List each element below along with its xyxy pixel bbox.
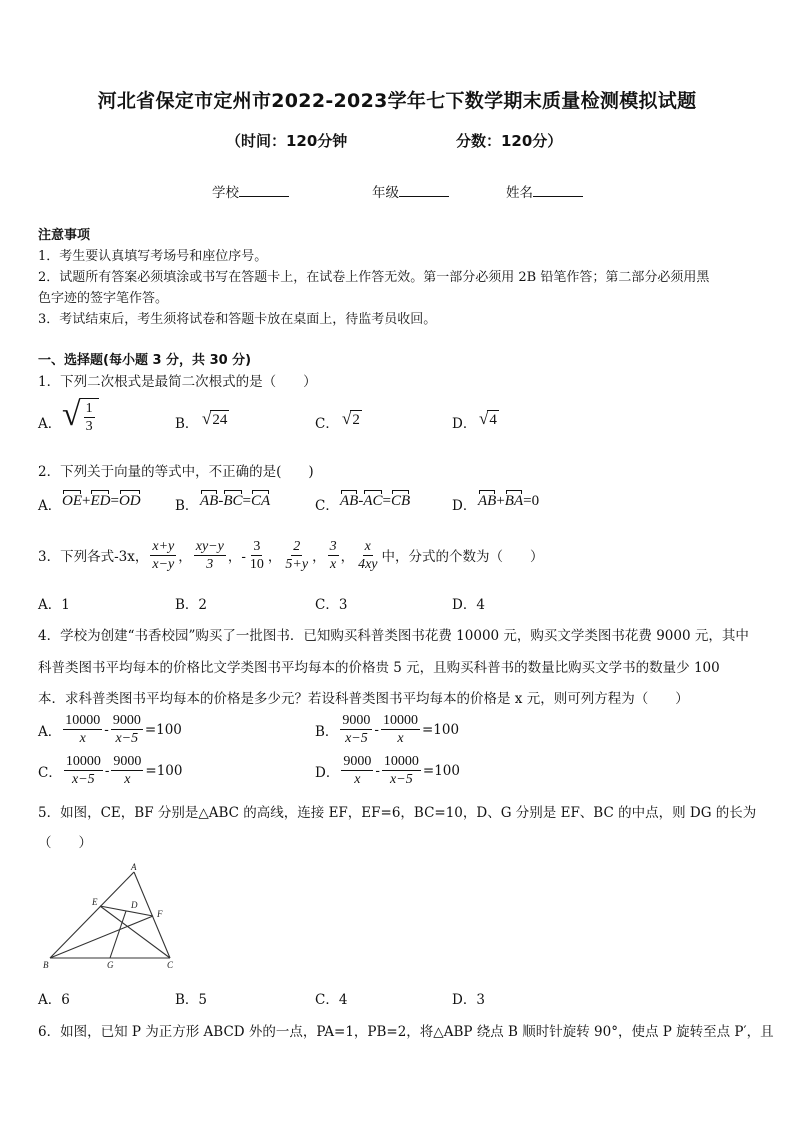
school-field[interactable] xyxy=(212,181,289,201)
point-label-g: G xyxy=(107,960,114,970)
option-label: B． xyxy=(175,416,199,432)
school-blank[interactable] xyxy=(239,184,289,197)
school-label: 学校 xyxy=(212,185,239,201)
grade-field[interactable] xyxy=(372,181,449,201)
question-2-options xyxy=(38,494,598,514)
option-label: C． xyxy=(315,498,339,514)
fraction: $\frac{10000}{x-5}$ xyxy=(65,754,101,787)
segment-ef xyxy=(100,906,153,916)
section-heading: 一、选择题(每小题 3 分，共 30 分) xyxy=(38,353,252,368)
q3-option-a[interactable]: A．1 xyxy=(38,597,70,613)
name-blank[interactable] xyxy=(533,184,583,197)
point-label-d: D xyxy=(131,900,138,910)
question-4-stem: 4．学校为创建“书香校园”购买了一批图书．已知购买科普类图书花费 10000 元，购买文学类图书花费 9000 元，其中 xyxy=(38,628,749,644)
q3-option-b[interactable]: B．2 xyxy=(175,597,208,613)
fraction: $\frac{10000}{x-5}$ xyxy=(383,754,419,787)
fraction: $\frac{x+y}{x-y}$ xyxy=(152,538,175,572)
page-title: 河北省保定市定州市2022-2023学年七下数学期末质量检测模拟试题 xyxy=(97,90,697,112)
score-label: 分数：120分） xyxy=(456,132,563,150)
grade-blank[interactable] xyxy=(399,184,449,197)
segment-bf xyxy=(50,916,153,958)
q1-option-b[interactable]: √ 24 xyxy=(202,409,228,428)
question-4-stem: 本．求科普类图书平均每本的价格是多少元？若设科普类图书平均每本的价格是 x 元，则可列方程为（ ） xyxy=(38,691,689,707)
q5-option-d[interactable]: D．3 xyxy=(452,992,485,1008)
notice-item: 2．试题所有答案必须填涂或书写在答题卡上，在试卷上作答无效。第一部分必须用 2B 铅笔作答；第二部分必须用黑 xyxy=(38,270,710,285)
fraction: $\frac{9000}{x}$ xyxy=(113,754,142,787)
fraction: $\frac{x}{4xy}$ xyxy=(358,538,378,572)
time-label: （时间：120分钟 xyxy=(226,132,348,150)
q2-option-d[interactable]: AB+BA=0 xyxy=(478,493,540,509)
option-label: D． xyxy=(452,416,477,432)
notice-item: 色字迹的签字笔作答。 xyxy=(38,291,169,306)
q5-option-a[interactable]: A．6 xyxy=(38,992,70,1008)
q2-option-c[interactable]: AB-AC=CB xyxy=(340,493,411,509)
option-label: A． xyxy=(38,498,62,514)
q4-option-c[interactable]: C． $\frac{10000}{x-5}$ - $\frac{9000}{x}$ =100 xyxy=(38,754,183,787)
fraction: $\frac{3}{x}$ xyxy=(329,538,337,572)
name-field[interactable] xyxy=(506,181,583,201)
point-label-f: F xyxy=(157,909,163,919)
point-label-e: E xyxy=(92,897,98,907)
radical-icon: √ xyxy=(479,409,489,428)
grade-label: 年级 xyxy=(372,185,399,201)
q1-option-d[interactable]: √ 4 xyxy=(479,409,497,428)
vertex-label-c: C xyxy=(167,960,174,970)
question-5-paren: （ ） xyxy=(38,835,92,851)
q5-option-c[interactable]: C．4 xyxy=(315,992,348,1008)
q1-option-c[interactable]: √ 2 xyxy=(342,409,360,428)
option-label: B． xyxy=(175,498,199,514)
fraction: $\frac{xy-y}{3}$ xyxy=(195,538,224,572)
notice-heading: 注意事项 xyxy=(38,228,91,243)
name-label: 姓名 xyxy=(506,185,533,201)
question-5-stem: 5．如图，CE，BF 分别是△ABC 的高线，连接 EF，EF=6，BC=10，D、G 分别是 EF、BC 的中点，则 DG 的长为 xyxy=(38,805,757,821)
fraction: $\frac{9000}{x-5}$ xyxy=(342,713,371,746)
question-6-stem: 6．如图，已知 P 为正方形 ABCD 外的一点，PA=1，PB=2，将△ABP 绕点 B 顺时针旋转 90°，使点 P 旋转至点 P′，且 xyxy=(38,1024,774,1040)
edge-ab xyxy=(50,872,134,958)
q2-option-a[interactable]: OE+ED=OD xyxy=(62,493,141,509)
notice-item: 1．考生要认真填写考场号和座位序号。 xyxy=(38,249,268,264)
question-1-stem: 1．下列二次根式是最简二次根式的是（ ） xyxy=(38,374,317,390)
q5-option-b[interactable]: B．5 xyxy=(175,992,208,1008)
triangle-figure xyxy=(38,862,188,972)
fraction: $\frac{2}{5+y}$ xyxy=(285,538,309,572)
segment-dg xyxy=(110,911,126,958)
fraction: $\frac{10000}{x}$ xyxy=(65,713,101,746)
q4-option-d[interactable]: D． $\frac{9000}{x}$ - $\frac{10000}{x-5}$ =100 xyxy=(315,754,460,787)
q3-option-d[interactable]: D．4 xyxy=(452,597,485,613)
q1-option-a[interactable]: √ $\frac{1}{3}$ xyxy=(62,398,99,435)
question-2-stem: 2．下列关于向量的等式中，不正确的是( ) xyxy=(38,464,314,480)
q2-option-b[interactable]: AB-BC=CA xyxy=(200,493,271,509)
radical-icon: √ xyxy=(202,409,212,428)
vertex-label-a: A xyxy=(131,862,137,872)
option-label: D． xyxy=(452,498,477,514)
fraction: $\frac{10000}{x}$ xyxy=(382,713,418,746)
radical-icon: √ xyxy=(62,396,81,433)
q4-option-a[interactable]: A． $\frac{10000}{x}$ - $\frac{9000}{x-5}$ =100 xyxy=(38,713,182,746)
notice-item: 3．考试结束后，考生须将试卷和答题卡放在桌面上，待监考员收回。 xyxy=(38,312,437,327)
option-label: A． xyxy=(38,416,62,432)
fraction: $\frac{3}{10}$ xyxy=(249,538,264,572)
question-1-options xyxy=(38,398,578,442)
question-4-stem: 科普类图书平均每本的价格比文学类图书平均每本的价格贵 5 元，且购买科普书的数量比购买文学书的数量少 100 xyxy=(38,660,720,676)
question-3-stem: 3．下列各式-3x， $\frac{x+y}{x-y}$ ， $\frac{xy-y}{3}$ ，- $\frac{3}{10}$ ， $\frac{2}{5+y}$ ， $\frac{3}{x}$ ， $\frac{x}{4xy}$ 中，分式的个数为（ ） xyxy=(38,538,544,572)
radical-icon: √ xyxy=(342,409,352,428)
q4-option-b[interactable]: B． $\frac{9000}{x-5}$ - $\frac{10000}{x}$ =100 xyxy=(315,713,460,746)
fraction: $\frac{9000}{x-5}$ xyxy=(112,713,141,746)
vertex-label-b: B xyxy=(43,960,49,970)
q3-option-c[interactable]: C．3 xyxy=(315,597,348,613)
fraction: $\frac{9000}{x}$ xyxy=(343,754,372,787)
option-label: C． xyxy=(315,416,339,432)
